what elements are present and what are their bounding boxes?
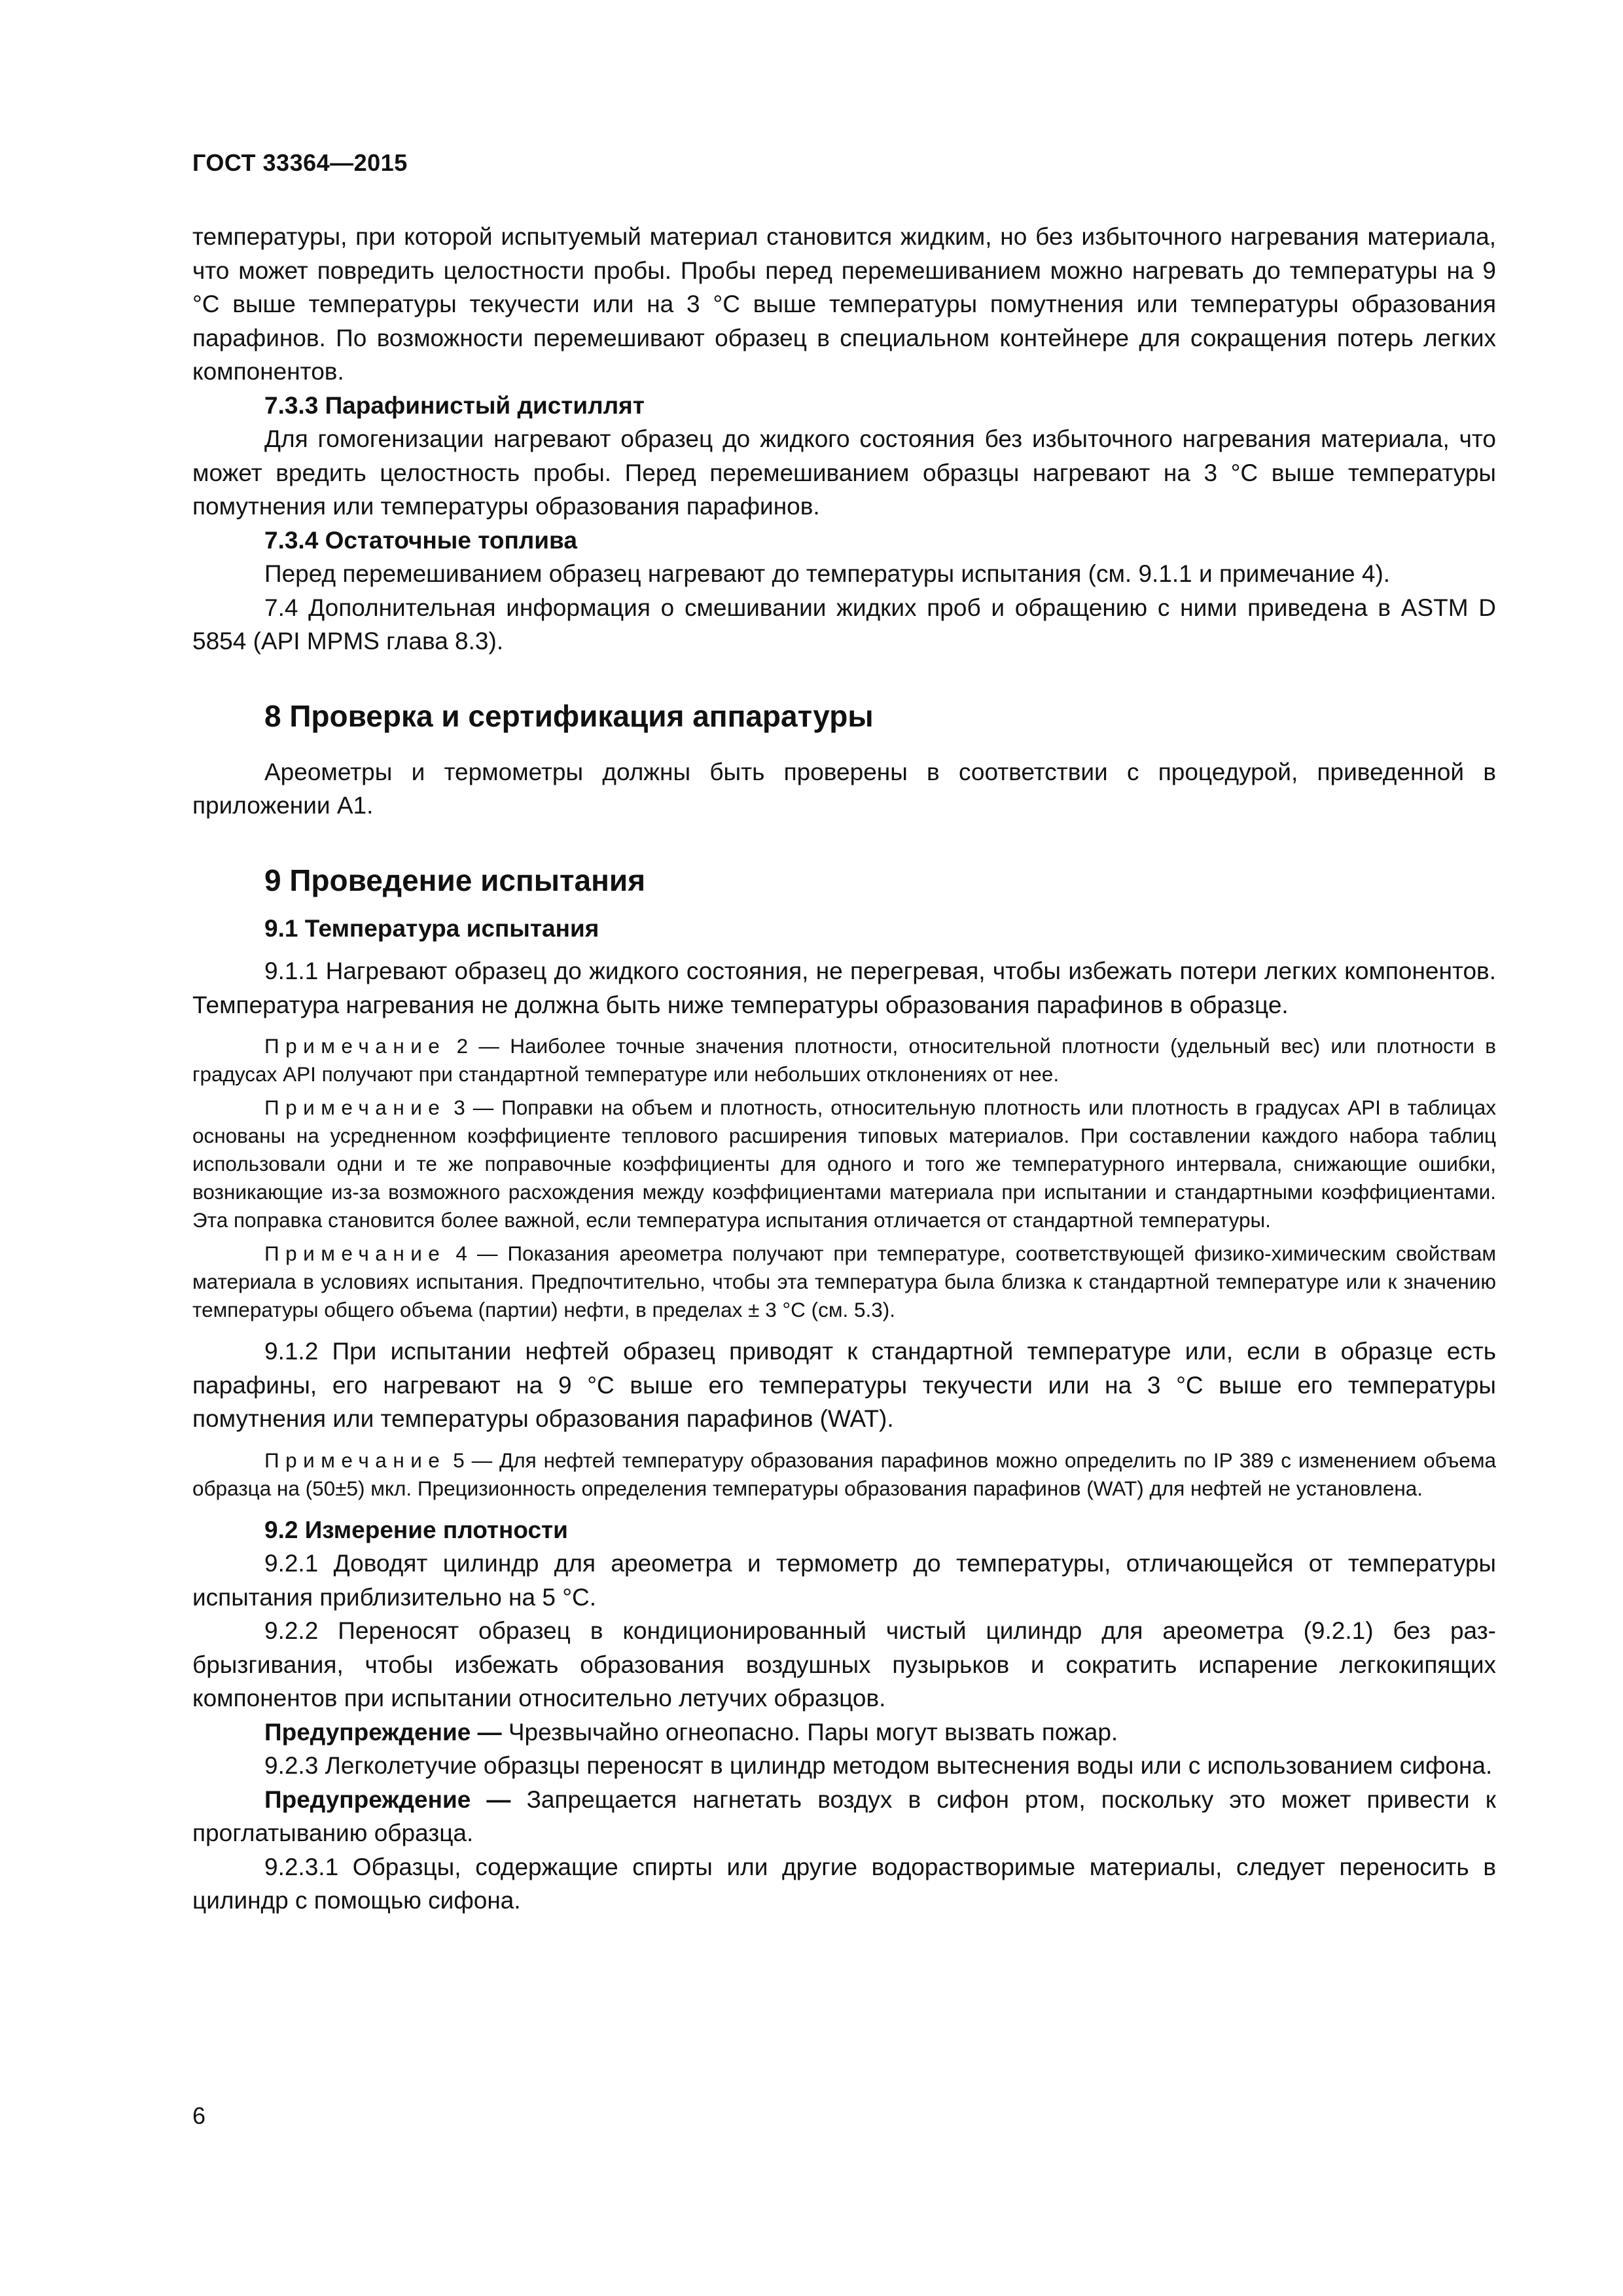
note-label: Примечание [264,1034,446,1058]
note-text: — Для нефтей температуру образования парафинов можно определить по IP 389 с изменением объема образца на (50±5) мкл. Прецизионность определения температуры образования парафинов (WAT) для нефтей не установлена. [192,1448,1496,1500]
note-number: 4 [446,1242,467,1265]
note-label: Примечание [264,1448,446,1472]
note-5 [192,1446,1496,1503]
document-body [192,220,1496,1918]
note-number: 2 [446,1034,469,1058]
warning-label: Предупреждение — [264,1718,502,1746]
section-heading-9: 9 Проведение испытания [264,863,646,897]
note-label: Примечание [264,1096,446,1119]
warning-1 [192,1715,1496,1749]
paragraph-9-1-2: 9.1.2 При испытании нефтей образец приводят к стандартной температуре или, если в образце есть парафины, его нагревают на 9 °С выше его температуры текучести или на 3 °С выше его температуры помутнения или температуры образования парафинов (WAT). [192,1338,1496,1432]
paragraph-7-4: 7.4 Дополнительная информация о смешивании жидких проб и обращению с ними приведена в ASTM D 5854 (API MPMS глава 8.3). [192,594,1496,655]
warning-text: Чрезвычайно огнеопасно. Пары могут вызвать пожар. [501,1718,1118,1746]
paragraph-intro: температуры, при которой испытуемый материал становится жидким, но без избыточного нагревания материала, что может повредить целостности пробы. Пробы перед перемешиванием можно нагревать до температуры на 9 °С выше температуры текучести или на 3 °С выше температуры помутнения или температуры образования парафинов. По возможности перемешивают образец в специальном контейнере для сокращения потерь легких компонентов. [192,223,1496,385]
warning-text: Запрещается нагнетать воздух в сифон ртом, поскольку это может привести к проглатыванию образца. [192,1785,1496,1846]
note-2 [192,1032,1496,1088]
section-heading-8: 8 Проверка и сертификация аппаратуры [264,698,874,733]
note-4 [192,1240,1496,1324]
paragraph-9-2-3: 9.2.3 Легколетучие образцы переносят в цилиндр методом вытеснения воды или с использованием сифона. [264,1752,1493,1779]
note-number: 3 [446,1096,465,1119]
subsection-heading-9-1: 9.1 Температура испытания [264,914,599,942]
warning-2 [192,1783,1496,1850]
note-text: — Поправки на объем и плотность, относительную плотность или плотность в градусах API в таблицах основаны на усредненном коэффициенте теплового расширения типовых материалов. При составлении каждого набора таблиц использовали одни и те же поправочные коэффициенты для одного и того же температурного интервала, снижающие ошибки, возникающие из-за возможного расхождения между коэффициентами материала при испытании и стандартными коэффициентами. Эта поправка становится более важной, если температура испытания отличается от стандартной температуры. [192,1096,1496,1232]
paragraph-7-3-3: Для гомогенизации нагревают образец до жидкого состояния без избыточного нагревания материала, что может вредить целостность пробы. Перед перемешиванием образцы нагревают на 3 °С выше температуры помутнения или температуры образования парафинов. [192,425,1496,520]
page-number: 6 [192,2102,206,2129]
paragraph-9-2-2: 9.2.2 Переносят образец в кондиционированный чистый цилиндр для ареометра (9.2.1) без разбрызгивания, чтобы избежать образования воздушных пузырьков и сократить испарение легкокипящих компонентов при испытании относительно летучих образцов. [192,1617,1496,1712]
note-label: Примечание [264,1242,446,1265]
paragraph-9-1-1: 9.1.1 Нагревают образец до жидкого состояния, не перегревая, чтобы избежать потери легких компонентов. Температура нагревания не должна быть ниже температуры образования парафинов в образце. [192,958,1496,1018]
warning-label: Предупреждение — [264,1785,511,1813]
paragraph-9-2-3-1: 9.2.3.1 Образцы, содержащие спирты или другие водорастворимые материалы, следует переносить в цилиндр с помощью сифона. [192,1853,1496,1914]
subsection-heading-7-3-3: 7.3.3 Парафинистый дистиллят [264,391,645,419]
subsection-heading-9-2: 9.2 Измерение плотности [264,1516,568,1543]
note-3 [192,1094,1496,1234]
subsection-heading-7-3-4: 7.3.4 Остаточные топлива [264,526,577,554]
note-text: — Наиболее точные значения плотности, относительной плотности (удельный вес) или плотности в градусах API получают при стандартной температуре или небольших отклонениях от нее. [192,1034,1496,1086]
note-text: — Показания ареометра получают при температуре, соответствующей физико-химическим свойствам материала в условиях испытания. Предпочтительно, чтобы эта температура была близка к стандартной температуре или к значению температуры общего объема (партии) нефти, в пределах ± 3 °С (см. 5.3). [192,1242,1496,1321]
document-header: ГОСТ 33364—2015 [192,149,408,176]
paragraph-9-2-1: 9.2.1 Доводят цилиндр для ареометра и термометр до температуры, отличающейся от температуры испытания приблизительно на 5 °С. [192,1550,1496,1611]
note-number: 5 [446,1448,465,1472]
paragraph-8: Ареометры и термометры должны быть проверены в соответствии с процедурой, приведенной в приложении А1. [192,758,1496,819]
paragraph-7-3-4: Перед перемешиванием образец нагревают до температуры испытания (см. 9.1.1 и примечание 4). [264,560,1391,587]
